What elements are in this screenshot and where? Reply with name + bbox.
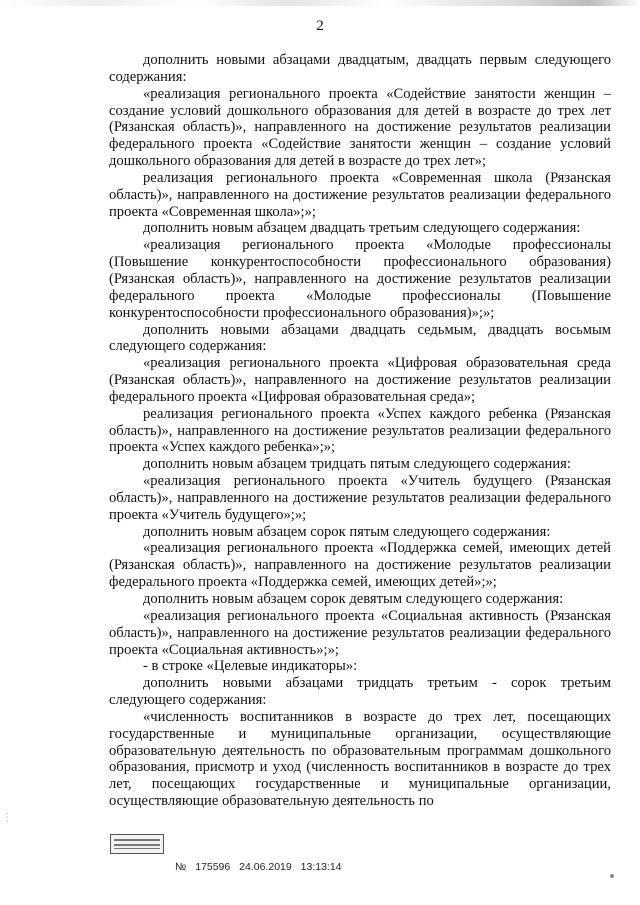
document-body — [109, 52, 611, 810]
paragraph: «реализация регионального проекта «Поддержка семей, имеющих детей (Рязанская область)», направленного на достижение результатов реализации федерального проекта «Поддержка семей, имеющих детей»;»; — [109, 540, 611, 591]
paragraph: «реализация регионального проекта «Молодые профессионалы (Повышение конкурентоспособности профессионального образования) (Рязанская область)», направленного на достижение результатов реализации федерального проекта «Молодые профессионалы (Повышение конкурентоспособности профессионального образования)»;»; — [109, 237, 611, 321]
paragraph: «реализация регионального проекта «Учитель будущего (Рязанская область)», направленного на достижение результатов реализации федерального проекта «Учитель будущего»;»; — [109, 473, 611, 523]
registry-number: 175596 — [195, 861, 231, 873]
registry-date: 24.06.2019 — [239, 861, 292, 873]
paragraph: «реализация регионального проекта «Цифровая образовательная среда (Рязанская область)», направленного на достижение результатов реализации федерального проекта «Цифровая образовательная среда»; — [109, 355, 611, 405]
paragraph: реализация регионального проекта «Успех каждого ребенка (Рязанская область)», направленного на достижение результатов реализации федерального проекта «Успех каждого ребенка»;»; — [109, 405, 611, 456]
document-registry-code — [175, 861, 342, 873]
paragraph: дополнить новым абзацем двадцать третьим следующего содержания: — [143, 220, 581, 237]
paragraph: «численность воспитанников в возрасте до трех лет, посещающих государственные и муниципальные организации, осуществляющие образовательную деятельность по образовательным программам дошкольного образования, присмотр и уход (численность воспитанников в возрасте до трех лет, посещающих государственные и муниципальные организации, осуществляющие образовательную деятельность по — [109, 708, 611, 810]
paragraph: дополнить новыми абзацами двадцатым, двадцать первым следующего содержания: — [109, 52, 611, 85]
paragraph: дополнить новым абзацем сорок пятым следующего содержания: — [143, 523, 551, 540]
registry-time: 13:13:14 — [300, 861, 342, 873]
paragraph: дополнить новыми абзацами двадцать седьмым, двадцать восьмым следующего содержания: — [109, 321, 611, 355]
paragraph: «реализация регионального проекта «Содействие занятости женщин – создание условий дошкольного образования для детей в возрасте до трех лет (Рязанская область)», направленного на достижение результатов реализации федерального проекта «Содействие занятости женщин – создание условий дошкольного образования для детей в возрасте до трех лет»; — [109, 85, 611, 170]
scan-artifact-left: ⋮ — [2, 812, 12, 823]
paragraph: дополнить новым абзацем сорок девятым следующего содержания: — [143, 591, 564, 607]
page-number: 2 — [316, 18, 324, 34]
number-sign: № — [175, 861, 187, 873]
paragraph: «реализация регионального проекта «Социальная активность (Рязанская область)», направленного на достижение результатов реализации федерального проекта «Социальная активность»;»; — [109, 607, 611, 658]
paragraph: дополнить новыми абзацами тридцать третьим - сорок третьим следующего содержания: — [109, 675, 611, 709]
paragraph: реализация регионального проекта «Современная школа (Рязанская область)», направленного на достижение результатов реализации федерального проекта «Современная школа»;»; — [109, 169, 611, 220]
scan-speck — [610, 874, 614, 878]
paragraph: - в строке «Целевые индикаторы»: — [143, 658, 358, 675]
paragraph: дополнить новым абзацем тридцать пятым следующего содержания: — [143, 456, 571, 473]
registry-stamp-image — [110, 834, 164, 854]
scan-artifact-top — [0, 0, 640, 6]
